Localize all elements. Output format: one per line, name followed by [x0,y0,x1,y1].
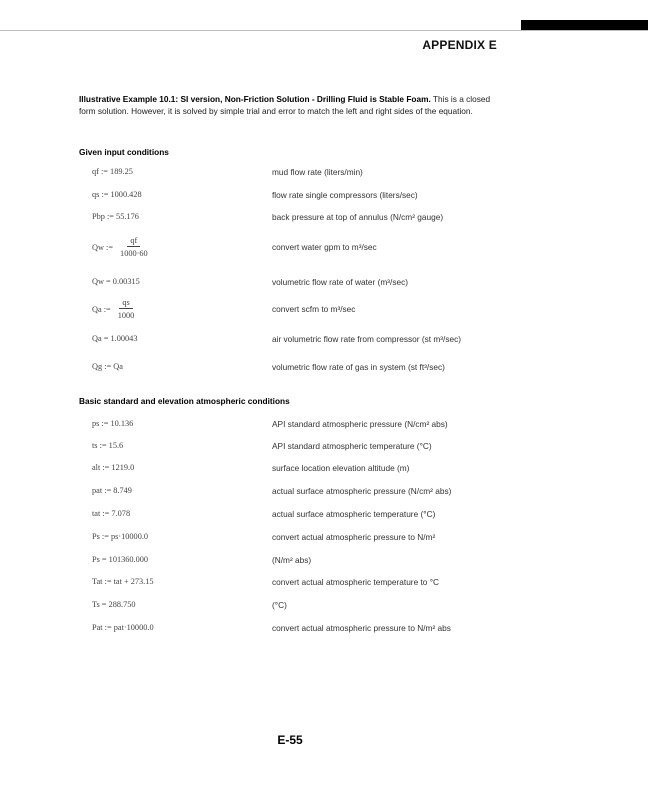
header-bar [521,20,648,30]
equation-row [92,577,552,593]
equation: Qa = 1.00043 [92,334,138,343]
example-body: This is a closed form solution. However, it is solved by simple trial and error to match the left and right sides of the equation. [79,94,491,116]
equation-row [92,555,552,571]
equation-description: actual surface atmospheric pressure (N/cm² abs) [272,486,452,496]
equation-description: volumetric flow rate of water (m³/sec) [272,277,409,287]
equation-row [92,600,552,616]
equation: tat := 7.078 [92,509,131,518]
equation-description: convert actual atmospheric pressure to N/m² [272,532,436,542]
equation: alt := 1219.0 [92,463,135,472]
equation-description: convert scfm to m³/sec [272,304,356,314]
equation: Pat := pat·10000.0 [92,623,154,632]
example-title: Illustrative Example 10.1: SI version, Non-Friction Solution - Drilling Fluid is Stable Foam. [79,94,431,104]
equation: pat := 8.749 [92,486,132,495]
equation-row [92,212,552,228]
fraction [117,236,151,258]
header-rule [0,30,648,31]
equation-row [92,486,552,502]
equation: Tat := tat + 273.15 [92,577,154,586]
equation-row [92,298,552,324]
equation-row [92,167,552,183]
equation-description: surface location elevation altitude (m) [272,463,410,473]
equation: Ps = 101360.000 [92,555,149,564]
equation: ts := 15.6 [92,441,124,450]
fraction-denominator: 1000·60 [120,249,148,258]
equation [92,236,151,258]
equation-row [92,190,552,206]
equation-row [92,419,552,435]
equation: qs := 1000.428 [92,190,142,199]
equation: Ts = 288.750 [92,600,136,609]
equation: Qw = 0.00315 [92,277,140,286]
equation-description: mud flow rate (liters/min) [272,167,363,177]
equation-description: API standard atmospheric pressure (N/cm² abs) [272,419,448,429]
section-heading-given: Given input conditions [79,147,169,157]
equation-row [92,509,552,525]
equation-description: convert actual atmospheric pressure to N/m² abs [272,623,451,633]
equation: Pbp := 55.176 [92,212,139,221]
fraction-denominator: 1000 [117,311,135,320]
equation: ps := 10.136 [92,419,134,428]
equation-description: API standard atmospheric temperature (°C) [272,441,432,451]
equation-row [92,236,552,262]
equation-row [92,362,552,378]
equation-description: back pressure at top of annulus (N/cm² gauge) [272,212,444,222]
equation-row [92,334,552,350]
fraction-numerator: qs [119,298,132,309]
equation-lhs: Qw := [92,242,114,252]
equation-description: (N/m² abs) [272,555,312,565]
equation-row [92,532,552,548]
equation-description: convert actual atmospheric temperature to °C [272,577,440,587]
equation-description: convert water gpm to m³/sec [272,242,377,252]
section-heading-atmospheric: Basic standard and elevation atmospheric conditions [79,396,290,406]
equation-description: flow rate single compressors (liters/sec) [272,190,418,200]
equation-row [92,623,552,639]
fraction [115,298,138,320]
fraction-numerator: qf [127,236,140,247]
equation-row [92,441,552,457]
equation: Qg := Qa [92,362,123,371]
equation-description: actual surface atmospheric temperature (°C) [272,509,436,519]
equation: Ps := ps·10000.0 [92,532,149,541]
page-number: E-55 [277,733,303,747]
equation [92,298,137,320]
appendix-label: APPENDIX E [422,38,497,52]
equation-description: (°C) [272,600,287,610]
example-intro [79,94,499,117]
equation-row [92,463,552,479]
equation-lhs: Qa := [92,304,111,314]
equation-description: volumetric flow rate of gas in system (st ft³/sec) [272,362,445,372]
equation: qf := 189.25 [92,167,133,176]
equation-description: air volumetric flow rate from compressor (st m³/sec) [272,334,462,344]
equation-row [92,277,552,293]
